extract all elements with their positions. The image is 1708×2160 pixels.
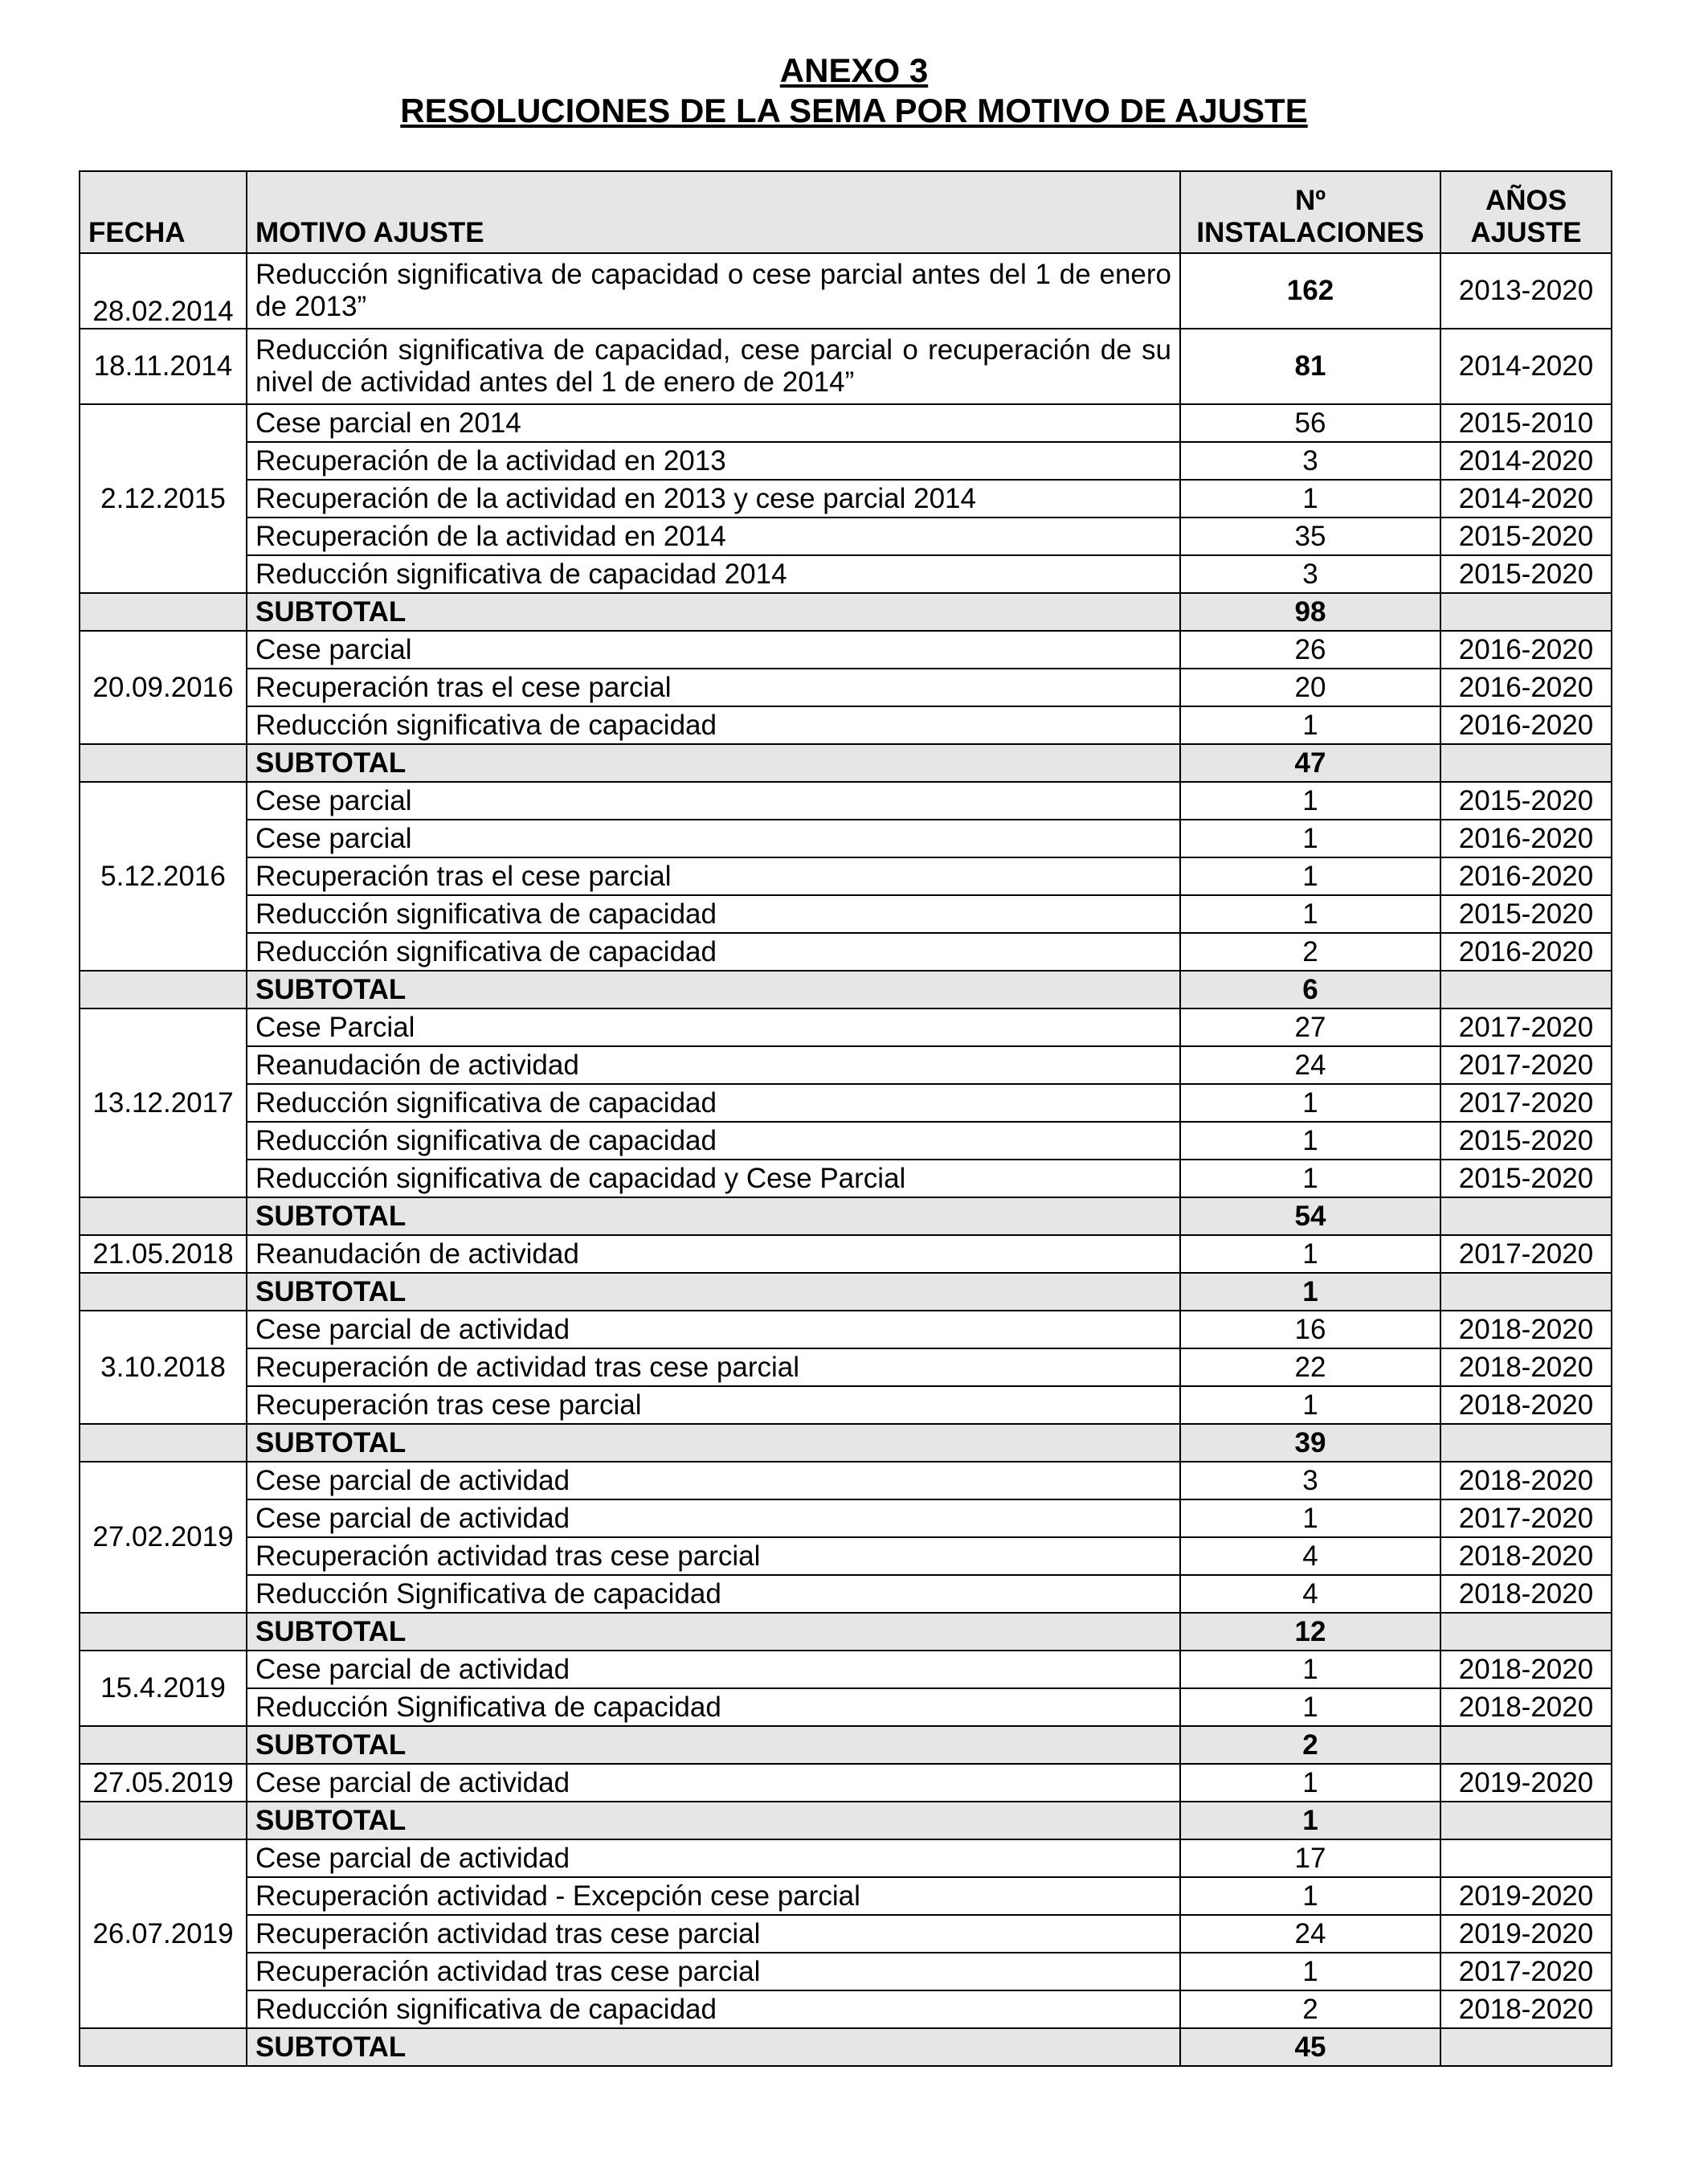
motivo-cell: Recuperación tras cese parcial <box>247 1386 1180 1424</box>
anos-ajuste-cell: 2015-2020 <box>1440 1160 1612 1197</box>
num-instalaciones-cell: 1 <box>1180 480 1440 518</box>
subtotal-blank-cell <box>80 744 247 782</box>
num-instalaciones-cell: 1 <box>1180 1688 1440 1726</box>
num-instalaciones-cell: 1 <box>1180 1764 1440 1802</box>
table-row <box>80 518 1612 555</box>
subtotal-value: 45 <box>1180 2028 1440 2066</box>
motivo-cell: Reducción significativa de capacidad <box>247 706 1180 744</box>
table-row <box>80 1688 1612 1726</box>
subtotal-value: 98 <box>1180 593 1440 631</box>
anos-ajuste-cell: 2018-2020 <box>1440 1311 1612 1348</box>
motivo-cell: Reducción significativa de capacidad <box>247 1122 1180 1160</box>
motivo-cell: Reducción significativa de capacidad <box>247 933 1180 971</box>
table-row <box>80 820 1612 857</box>
table-row <box>80 1386 1612 1424</box>
table-row <box>80 1046 1612 1084</box>
anos-ajuste-cell: 2018-2020 <box>1440 1575 1612 1613</box>
motivo-cell: Recuperación actividad tras cese parcial <box>247 1537 1180 1575</box>
subtotal-row <box>80 593 1612 631</box>
subtotal-blank-cell <box>80 1802 247 1839</box>
table-row <box>80 1084 1612 1122</box>
num-instalaciones-cell: 1 <box>1180 706 1440 744</box>
anos-ajuste-cell: 2015-2020 <box>1440 1122 1612 1160</box>
motivo-cell: Cese parcial <box>247 631 1180 669</box>
subtotal-value: 54 <box>1180 1197 1440 1235</box>
anos-ajuste-cell: 2017-2020 <box>1440 1008 1612 1046</box>
num-instalaciones-cell: 20 <box>1180 669 1440 706</box>
anos-ajuste-cell: 2017-2020 <box>1440 1499 1612 1537</box>
anos-ajuste-cell: 2015-2020 <box>1440 518 1612 555</box>
anos-ajuste-cell: 2014-2020 <box>1440 442 1612 480</box>
fecha-cell: 18.11.2014 <box>80 329 247 404</box>
subtotal-blank-cell <box>80 1273 247 1311</box>
motivo-cell: Reducción Significativa de capacidad <box>247 1688 1180 1726</box>
subtotal-row <box>80 1802 1612 1839</box>
annex-subtitle: RESOLUCIONES DE LA SEMA POR MOTIVO DE AJUSTE <box>400 92 1308 129</box>
num-instalaciones-cell: 35 <box>1180 518 1440 555</box>
anos-ajuste-cell: 2015-2020 <box>1440 782 1612 820</box>
header-fecha: FECHA <box>80 171 247 253</box>
anos-ajuste-cell: 2018-2020 <box>1440 1990 1612 2028</box>
table-row <box>80 1499 1612 1537</box>
anos-ajuste-cell: 2016-2020 <box>1440 631 1612 669</box>
num-instalaciones-cell: 1 <box>1180 1877 1440 1915</box>
motivo-cell: Cese parcial de actividad <box>247 1462 1180 1499</box>
num-instalaciones-cell: 22 <box>1180 1348 1440 1386</box>
motivo-cell: Reanudación de actividad <box>247 1046 1180 1084</box>
num-instalaciones-cell: 1 <box>1180 820 1440 857</box>
table-row <box>80 555 1612 593</box>
header-anos-line2: AJUSTE <box>1470 217 1582 248</box>
motivo-cell: Reducción significativa de capacidad 2014 <box>247 555 1180 593</box>
table-row <box>80 253 1612 329</box>
motivo-cell: Cese parcial de actividad <box>247 1651 1180 1688</box>
num-instalaciones-cell: 1 <box>1180 857 1440 895</box>
motivo-cell: Reducción significativa de capacidad <box>247 895 1180 933</box>
subtotal-row <box>80 1613 1612 1651</box>
subtotal-blank-cell <box>1440 593 1612 631</box>
anos-ajuste-cell: 2019-2020 <box>1440 1877 1612 1915</box>
anos-ajuste-cell: 2018-2020 <box>1440 1688 1612 1726</box>
anos-ajuste-cell: 2018-2020 <box>1440 1651 1612 1688</box>
header-num-line2: INSTALACIONES <box>1196 217 1424 248</box>
subtotal-row <box>80 1424 1612 1462</box>
subtotal-blank-cell <box>80 1726 247 1764</box>
anos-ajuste-cell: 2019-2020 <box>1440 1764 1612 1802</box>
fecha-cell: 15.4.2019 <box>80 1651 247 1726</box>
motivo-cell: Recuperación actividad tras cese parcial <box>247 1915 1180 1953</box>
num-instalaciones-cell: 17 <box>1180 1839 1440 1877</box>
motivo-cell: Recuperación actividad - Excepción cese parcial <box>247 1877 1180 1915</box>
subtotal-row <box>80 971 1612 1008</box>
subtotal-blank-cell <box>80 593 247 631</box>
fecha-cell: 27.02.2019 <box>80 1462 247 1613</box>
num-instalaciones-cell: 26 <box>1180 631 1440 669</box>
table-row <box>80 706 1612 744</box>
num-instalaciones-cell: 27 <box>1180 1008 1440 1046</box>
motivo-cell: Cese parcial de actividad <box>247 1311 1180 1348</box>
fecha-cell: 26.07.2019 <box>80 1839 247 2028</box>
subtotal-blank-cell <box>80 1197 247 1235</box>
motivo-cell: Cese parcial <box>247 820 1180 857</box>
subtotal-label: SUBTOTAL <box>247 1197 1180 1235</box>
motivo-cell: Recuperación de la actividad en 2013 <box>247 442 1180 480</box>
table-row <box>80 782 1612 820</box>
subtotal-label: SUBTOTAL <box>247 1613 1180 1651</box>
num-instalaciones-cell: 1 <box>1180 1499 1440 1537</box>
subtotal-label: SUBTOTAL <box>247 971 1180 1008</box>
table-row <box>80 1915 1612 1953</box>
num-instalaciones-cell: 2 <box>1180 1990 1440 2028</box>
fecha-cell: 27.05.2019 <box>80 1764 247 1802</box>
anos-ajuste-cell: 2016-2020 <box>1440 820 1612 857</box>
motivo-cell: Reducción significativa de capacidad <box>247 1990 1180 2028</box>
num-instalaciones-cell: 2 <box>1180 933 1440 971</box>
table-row <box>80 1122 1612 1160</box>
anos-ajuste-cell: 2015-2020 <box>1440 555 1612 593</box>
resolutions-table <box>79 170 1612 2067</box>
subtotal-row <box>80 1197 1612 1235</box>
subtotal-label: SUBTOTAL <box>247 1273 1180 1311</box>
subtotal-blank-cell <box>80 2028 247 2066</box>
fecha-cell: 28.02.2014 <box>80 253 247 329</box>
anos-ajuste-cell: 2018-2020 <box>1440 1462 1612 1499</box>
motivo-cell: Cese parcial de actividad <box>247 1499 1180 1537</box>
anos-ajuste-cell: 2013-2020 <box>1440 253 1612 329</box>
num-instalaciones-cell: 1 <box>1180 1386 1440 1424</box>
anos-ajuste-cell: 2015-2010 <box>1440 404 1612 442</box>
anos-ajuste-cell: 2016-2020 <box>1440 933 1612 971</box>
table-row <box>80 1462 1612 1499</box>
anos-ajuste-cell: 2017-2020 <box>1440 1084 1612 1122</box>
table-row <box>80 1160 1612 1197</box>
table-row <box>80 1008 1612 1046</box>
num-instalaciones-cell: 24 <box>1180 1915 1440 1953</box>
motivo-cell: Reducción significativa de capacidad, cese parcial o recuperación de su nivel de actividad antes del 1 de enero de 2014” <box>247 329 1180 404</box>
table-row <box>80 329 1612 404</box>
motivo-cell: Recuperación tras el cese parcial <box>247 669 1180 706</box>
subtotal-blank-cell <box>1440 1802 1612 1839</box>
subtotal-label: SUBTOTAL <box>247 1424 1180 1462</box>
num-instalaciones-cell: 1 <box>1180 1953 1440 1990</box>
motivo-cell: Cese parcial <box>247 782 1180 820</box>
num-instalaciones-cell: 1 <box>1180 1084 1440 1122</box>
anos-ajuste-cell: 2019-2020 <box>1440 1915 1612 1953</box>
subtotal-label: SUBTOTAL <box>247 744 1180 782</box>
subtotal-value: 1 <box>1180 1802 1440 1839</box>
subtotal-value: 6 <box>1180 971 1440 1008</box>
subtotal-blank-cell <box>1440 1726 1612 1764</box>
table-row <box>80 631 1612 669</box>
num-instalaciones-cell: 1 <box>1180 895 1440 933</box>
anos-ajuste-cell: 2017-2020 <box>1440 1235 1612 1273</box>
anos-ajuste-cell: 2017-2020 <box>1440 1953 1612 1990</box>
table-row <box>80 1311 1612 1348</box>
motivo-cell: Recuperación de la actividad en 2014 <box>247 518 1180 555</box>
header-motivo: MOTIVO AJUSTE <box>247 171 1180 253</box>
header-num-instalaciones <box>1180 171 1440 253</box>
subtotal-row <box>80 1726 1612 1764</box>
subtotal-blank-cell <box>80 1424 247 1462</box>
subtotal-blank-cell <box>1440 1424 1612 1462</box>
table-row <box>80 1235 1612 1273</box>
subtotal-row <box>80 2028 1612 2066</box>
table-row <box>80 1877 1612 1915</box>
anos-ajuste-cell: 2018-2020 <box>1440 1386 1612 1424</box>
subtotal-label: SUBTOTAL <box>247 1726 1180 1764</box>
motivo-cell: Cese parcial de actividad <box>247 1839 1180 1877</box>
header-anos-ajuste <box>1440 171 1612 253</box>
anos-ajuste-cell <box>1440 1839 1612 1877</box>
table-row <box>80 895 1612 933</box>
header-anos-line1: AÑOS <box>1485 185 1567 216</box>
num-instalaciones-cell: 4 <box>1180 1575 1440 1613</box>
fecha-cell: 13.12.2017 <box>80 1008 247 1197</box>
motivo-cell: Cese parcial en 2014 <box>247 404 1180 442</box>
table-row <box>80 1651 1612 1688</box>
subtotal-label: SUBTOTAL <box>247 2028 1180 2066</box>
num-instalaciones-cell: 1 <box>1180 1160 1440 1197</box>
table-row <box>80 1764 1612 1802</box>
table-row <box>80 1839 1612 1877</box>
subtotal-value: 2 <box>1180 1726 1440 1764</box>
table-row <box>80 857 1612 895</box>
annex-title: ANEXO 3 <box>779 51 929 89</box>
motivo-cell: Recuperación actividad tras cese parcial <box>247 1953 1180 1990</box>
table-row <box>80 404 1612 442</box>
num-instalaciones-cell: 1 <box>1180 1122 1440 1160</box>
table-header-row <box>80 171 1612 253</box>
anos-ajuste-cell: 2016-2020 <box>1440 706 1612 744</box>
table-row <box>80 1348 1612 1386</box>
motivo-cell: Cese Parcial <box>247 1008 1180 1046</box>
num-instalaciones-cell: 3 <box>1180 555 1440 593</box>
subtotal-value: 12 <box>1180 1613 1440 1651</box>
subtotal-value: 1 <box>1180 1273 1440 1311</box>
motivo-cell: Reducción significativa de capacidad o cese parcial antes del 1 de enero de 2013” <box>247 253 1180 329</box>
header-num-line1: Nº <box>1294 185 1326 216</box>
anos-ajuste-cell: 2014-2020 <box>1440 480 1612 518</box>
anos-ajuste-cell: 2018-2020 <box>1440 1537 1612 1575</box>
subtotal-blank-cell <box>1440 1197 1612 1235</box>
table-row <box>80 1537 1612 1575</box>
table-body <box>80 253 1612 2066</box>
num-instalaciones-cell: 3 <box>1180 1462 1440 1499</box>
table-row <box>80 1575 1612 1613</box>
num-instalaciones-cell: 1 <box>1180 1651 1440 1688</box>
table-row <box>80 442 1612 480</box>
num-instalaciones-cell: 24 <box>1180 1046 1440 1084</box>
table-row <box>80 1990 1612 2028</box>
anos-ajuste-cell: 2014-2020 <box>1440 329 1612 404</box>
anos-ajuste-cell: 2015-2020 <box>1440 895 1612 933</box>
subtotal-blank-cell <box>1440 1273 1612 1311</box>
subtotal-value: 39 <box>1180 1424 1440 1462</box>
subtotal-blank-cell <box>1440 2028 1612 2066</box>
table-row <box>80 1953 1612 1990</box>
motivo-cell: Reducción significativa de capacidad y Cese Parcial <box>247 1160 1180 1197</box>
subtotal-row <box>80 744 1612 782</box>
motivo-cell: Recuperación de la actividad en 2013 y cese parcial 2014 <box>247 480 1180 518</box>
anos-ajuste-cell: 2018-2020 <box>1440 1348 1612 1386</box>
num-instalaciones-cell: 16 <box>1180 1311 1440 1348</box>
subtotal-row <box>80 1273 1612 1311</box>
subtotal-label: SUBTOTAL <box>247 593 1180 631</box>
table-row <box>80 933 1612 971</box>
subtotal-label: SUBTOTAL <box>247 1802 1180 1839</box>
motivo-cell: Reducción Significativa de capacidad <box>247 1575 1180 1613</box>
fecha-cell: 5.12.2016 <box>80 782 247 971</box>
fecha-cell: 3.10.2018 <box>80 1311 247 1424</box>
num-instalaciones-cell: 81 <box>1180 329 1440 404</box>
num-instalaciones-cell: 162 <box>1180 253 1440 329</box>
motivo-cell: Recuperación de actividad tras cese parcial <box>247 1348 1180 1386</box>
motivo-cell: Reducción significativa de capacidad <box>247 1084 1180 1122</box>
num-instalaciones-cell: 4 <box>1180 1537 1440 1575</box>
anos-ajuste-cell: 2017-2020 <box>1440 1046 1612 1084</box>
motivo-cell: Recuperación tras el cese parcial <box>247 857 1180 895</box>
subtotal-blank-cell <box>1440 744 1612 782</box>
table-row <box>80 669 1612 706</box>
motivo-cell: Reanudación de actividad <box>247 1235 1180 1273</box>
subtotal-blank-cell <box>80 1613 247 1651</box>
fecha-cell: 20.09.2016 <box>80 631 247 744</box>
num-instalaciones-cell: 1 <box>1180 782 1440 820</box>
subtotal-blank-cell <box>1440 1613 1612 1651</box>
subtotal-blank-cell <box>1440 971 1612 1008</box>
num-instalaciones-cell: 1 <box>1180 1235 1440 1273</box>
anos-ajuste-cell: 2016-2020 <box>1440 669 1612 706</box>
fecha-cell: 2.12.2015 <box>80 404 247 593</box>
subtotal-blank-cell <box>80 971 247 1008</box>
num-instalaciones-cell: 56 <box>1180 404 1440 442</box>
motivo-cell: Cese parcial de actividad <box>247 1764 1180 1802</box>
anos-ajuste-cell: 2016-2020 <box>1440 857 1612 895</box>
subtotal-value: 47 <box>1180 744 1440 782</box>
num-instalaciones-cell: 3 <box>1180 442 1440 480</box>
fecha-cell: 21.05.2018 <box>80 1235 247 1273</box>
table-row <box>80 480 1612 518</box>
